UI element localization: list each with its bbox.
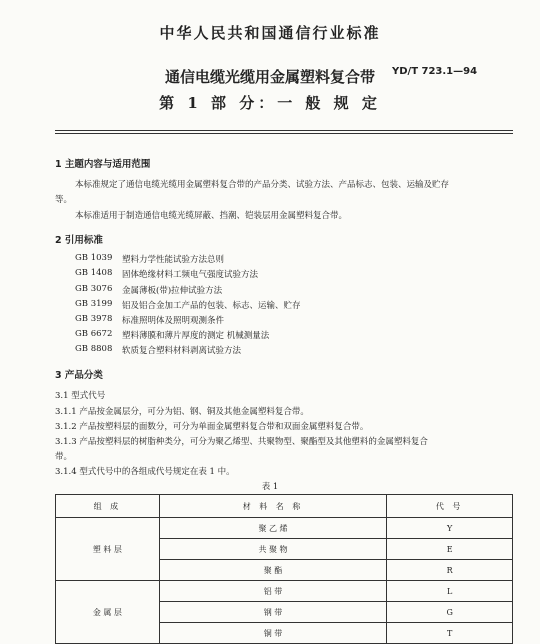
reference-title: 金属薄板(带)拉伸试验方法 [122,286,223,296]
reference-title: 铝及铝合金加工产品的包装、标志、运输、贮存 [122,301,301,311]
material-cell: 聚 乙 烯 [159,518,386,539]
reference-code: GB 6672 [75,329,113,339]
table-row [56,518,513,539]
clause-3-1: 3.1 型式代号 [55,391,106,401]
column-header-code: 代 号 [387,495,513,518]
document-subtitle: 第 1 部 分：一 般 规 定 [159,94,381,112]
reference-title: 塑料力学性能试验方法总则 [122,255,225,265]
code-cell: Y [387,518,513,539]
section-2-heading: 2 引用标准 [55,235,103,246]
title-rule [55,130,513,131]
reference-code: GB 3076 [75,284,113,294]
reference-code: GB 1408 [75,268,113,278]
section-1-para-1-cont: 等。 [55,195,73,205]
standard-code: YD/T 723.1—94 [392,66,478,77]
reference-code: GB 1039 [75,253,113,263]
group-cell: 塑 料 层 [56,518,160,581]
column-header-composition: 组 成 [56,495,160,518]
material-cell: 钢 带 [159,602,386,623]
reference-title: 固体绝缘材料工频电气强度试验方法 [122,270,259,280]
code-cell: E [387,539,513,560]
section-1-para-2: 本标准适用于制造通信电缆光缆屏蔽、挡潮、铠装层用金属塑料复合带。 [75,211,348,221]
group-cell: 金 属 层 [56,581,160,644]
reference-title: 塑料薄膜和薄片厚度的测定 机械测量法 [122,331,270,341]
standard-org-header: 中华人民共和国通信行业标准 [159,24,381,42]
code-cell: R [387,560,513,581]
table-caption: 表 1 [261,482,279,492]
table-row [56,581,513,602]
reference-code: GB 3978 [75,314,113,324]
reference-title: 软质复合塑料材料剥离试验方法 [122,346,242,356]
code-cell: L [387,581,513,602]
title-rule-double [55,133,513,134]
material-cell: 聚 酯 [159,560,386,581]
section-3-heading: 3 产品分类 [55,370,103,381]
table-header-row [56,495,513,518]
document-title: 通信电缆光缆用金属塑料复合带 [164,68,375,86]
material-cell: 共 聚 物 [159,539,386,560]
section-1-para-1: 本标准规定了通信电缆光缆用金属塑料复合带的产品分类、试验方法、产品标志、包装、运输及贮存 [75,180,450,190]
section-1-heading: 1 主题内容与适用范围 [55,159,151,170]
clause-3-1-1: 3.1.1 产品按金属层分，可分为铝、钢、铜及其他金属塑料复合带。 [55,407,309,417]
clause-3-1-4: 3.1.4 型式代号中的各组成代号规定在表 1 中。 [55,467,235,477]
clause-3-1-3-cont: 带。 [55,452,73,462]
table-1 [55,494,513,644]
material-cell: 铝 带 [159,581,386,602]
material-cell: 铜 带 [159,623,386,644]
reference-code: GB 3199 [75,299,113,309]
column-header-material: 材 料 名 称 [159,495,386,518]
clause-3-1-2: 3.1.2 产品按塑料层的面数分，可分为单面金属塑料复合带和双面金属塑料复合带。 [55,422,369,432]
reference-title: 标准照明体及照明观测条件 [122,316,225,326]
code-cell: T [387,623,513,644]
clause-3-1-3: 3.1.3 产品按塑料层的树脂种类分，可分为聚乙烯型、共聚物型、聚酯型及其他塑料的金属塑料复合 [55,437,428,447]
code-cell: G [387,602,513,623]
reference-code: GB 8808 [75,344,113,354]
